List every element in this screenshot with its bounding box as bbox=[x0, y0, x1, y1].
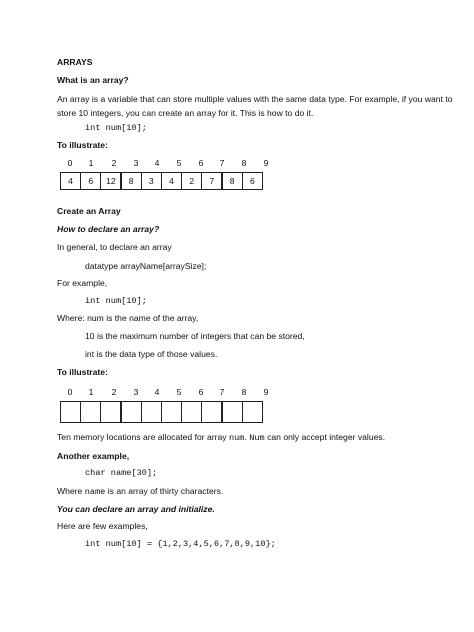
paragraph-line: In general, to declare an array bbox=[57, 242, 172, 252]
text-run: Where bbox=[57, 486, 85, 496]
index-label: 1 bbox=[88, 387, 94, 397]
syntax-line: datatype arrayName[arraySize]; bbox=[85, 261, 207, 271]
text-run: . bbox=[244, 432, 250, 442]
code-line: int num[10]; bbox=[85, 296, 147, 306]
array-cell: 4 bbox=[161, 172, 182, 190]
index-label: 6 bbox=[198, 158, 204, 168]
array-cell bbox=[121, 401, 142, 423]
array-cell bbox=[222, 401, 243, 423]
array-cell: 12 bbox=[100, 172, 121, 190]
index-label: 5 bbox=[176, 158, 182, 168]
text-run: can only accept integer values. bbox=[264, 432, 386, 442]
paragraph-line: store 10 integers, you can create an array for it. This is how to do it. bbox=[57, 108, 314, 118]
code-line: int num[10] = {1,2,3,4,5,6,7,8,9,10}; bbox=[85, 539, 276, 549]
paragraph-line bbox=[57, 433, 385, 443]
index-label: 4 bbox=[154, 158, 160, 168]
inline-code: num bbox=[228, 433, 245, 443]
index-label: 0 bbox=[67, 158, 73, 168]
array-cell bbox=[100, 401, 121, 423]
array-cell: 8 bbox=[121, 172, 142, 190]
array-cell bbox=[181, 401, 202, 423]
index-label: 2 bbox=[111, 158, 117, 168]
create-array-heading: Create an Array bbox=[57, 206, 121, 216]
array-cell: 3 bbox=[141, 172, 162, 190]
paragraph-line: Here are few examples, bbox=[57, 521, 148, 531]
array-cell: 2 bbox=[181, 172, 202, 190]
array1-cells bbox=[60, 172, 263, 190]
index-label: 7 bbox=[219, 158, 225, 168]
index-label: 9 bbox=[263, 158, 269, 168]
page-title: ARRAYS bbox=[57, 57, 93, 67]
what-is-array-heading: What is an array? bbox=[57, 75, 129, 85]
how-declare-heading: How to declare an array? bbox=[57, 224, 160, 234]
inline-code: name bbox=[84, 487, 106, 497]
declare-init-heading: You can declare an array and initialize. bbox=[57, 504, 215, 514]
another-example-heading: Another example, bbox=[57, 451, 130, 461]
index-label: 3 bbox=[133, 387, 139, 397]
index-label: 1 bbox=[88, 158, 94, 168]
array-cell: 8 bbox=[222, 172, 243, 190]
inline-code: Num bbox=[249, 433, 265, 443]
array2-cells bbox=[60, 401, 263, 423]
illustrate-label: To illustrate: bbox=[57, 140, 108, 150]
array-cell bbox=[60, 401, 81, 423]
text-run: is an array of thirty characters. bbox=[105, 486, 224, 496]
illustrate-label: To illustrate: bbox=[57, 367, 108, 377]
index-label: 2 bbox=[111, 387, 117, 397]
index-label: 4 bbox=[154, 387, 160, 397]
index-label: 8 bbox=[241, 158, 247, 168]
index-label: 8 bbox=[241, 387, 247, 397]
index-label: 5 bbox=[176, 387, 182, 397]
paragraph-line: An array is a variable that can store multiple values with the same data type. For example, if you want to bbox=[57, 94, 453, 104]
index-label: 0 bbox=[67, 387, 73, 397]
array-cell: 6 bbox=[242, 172, 263, 190]
array-cell: 7 bbox=[201, 172, 222, 190]
index-label: 6 bbox=[198, 387, 204, 397]
paragraph-line: For example, bbox=[57, 278, 108, 288]
index-label: 9 bbox=[263, 387, 269, 397]
code-line: int num[10]; bbox=[85, 123, 147, 133]
paragraph-line: 10 is the maximum number of integers that can be stored, bbox=[85, 331, 305, 341]
array-cell: 4 bbox=[60, 172, 81, 190]
array-cell bbox=[80, 401, 101, 423]
array-cell bbox=[161, 401, 182, 423]
paragraph-line: int is the data type of those values. bbox=[85, 349, 218, 359]
array-cell: 6 bbox=[80, 172, 101, 190]
index-label: 7 bbox=[219, 387, 225, 397]
array-cell bbox=[141, 401, 162, 423]
paragraph-line: Where: num is the name of the array, bbox=[57, 313, 199, 323]
paragraph-line bbox=[57, 487, 223, 497]
code-line: char name[30]; bbox=[85, 468, 158, 478]
text-run: Ten memory locations are allocated for array bbox=[57, 432, 229, 442]
array-cell bbox=[242, 401, 263, 423]
index-label: 3 bbox=[133, 158, 139, 168]
array-cell bbox=[201, 401, 222, 423]
